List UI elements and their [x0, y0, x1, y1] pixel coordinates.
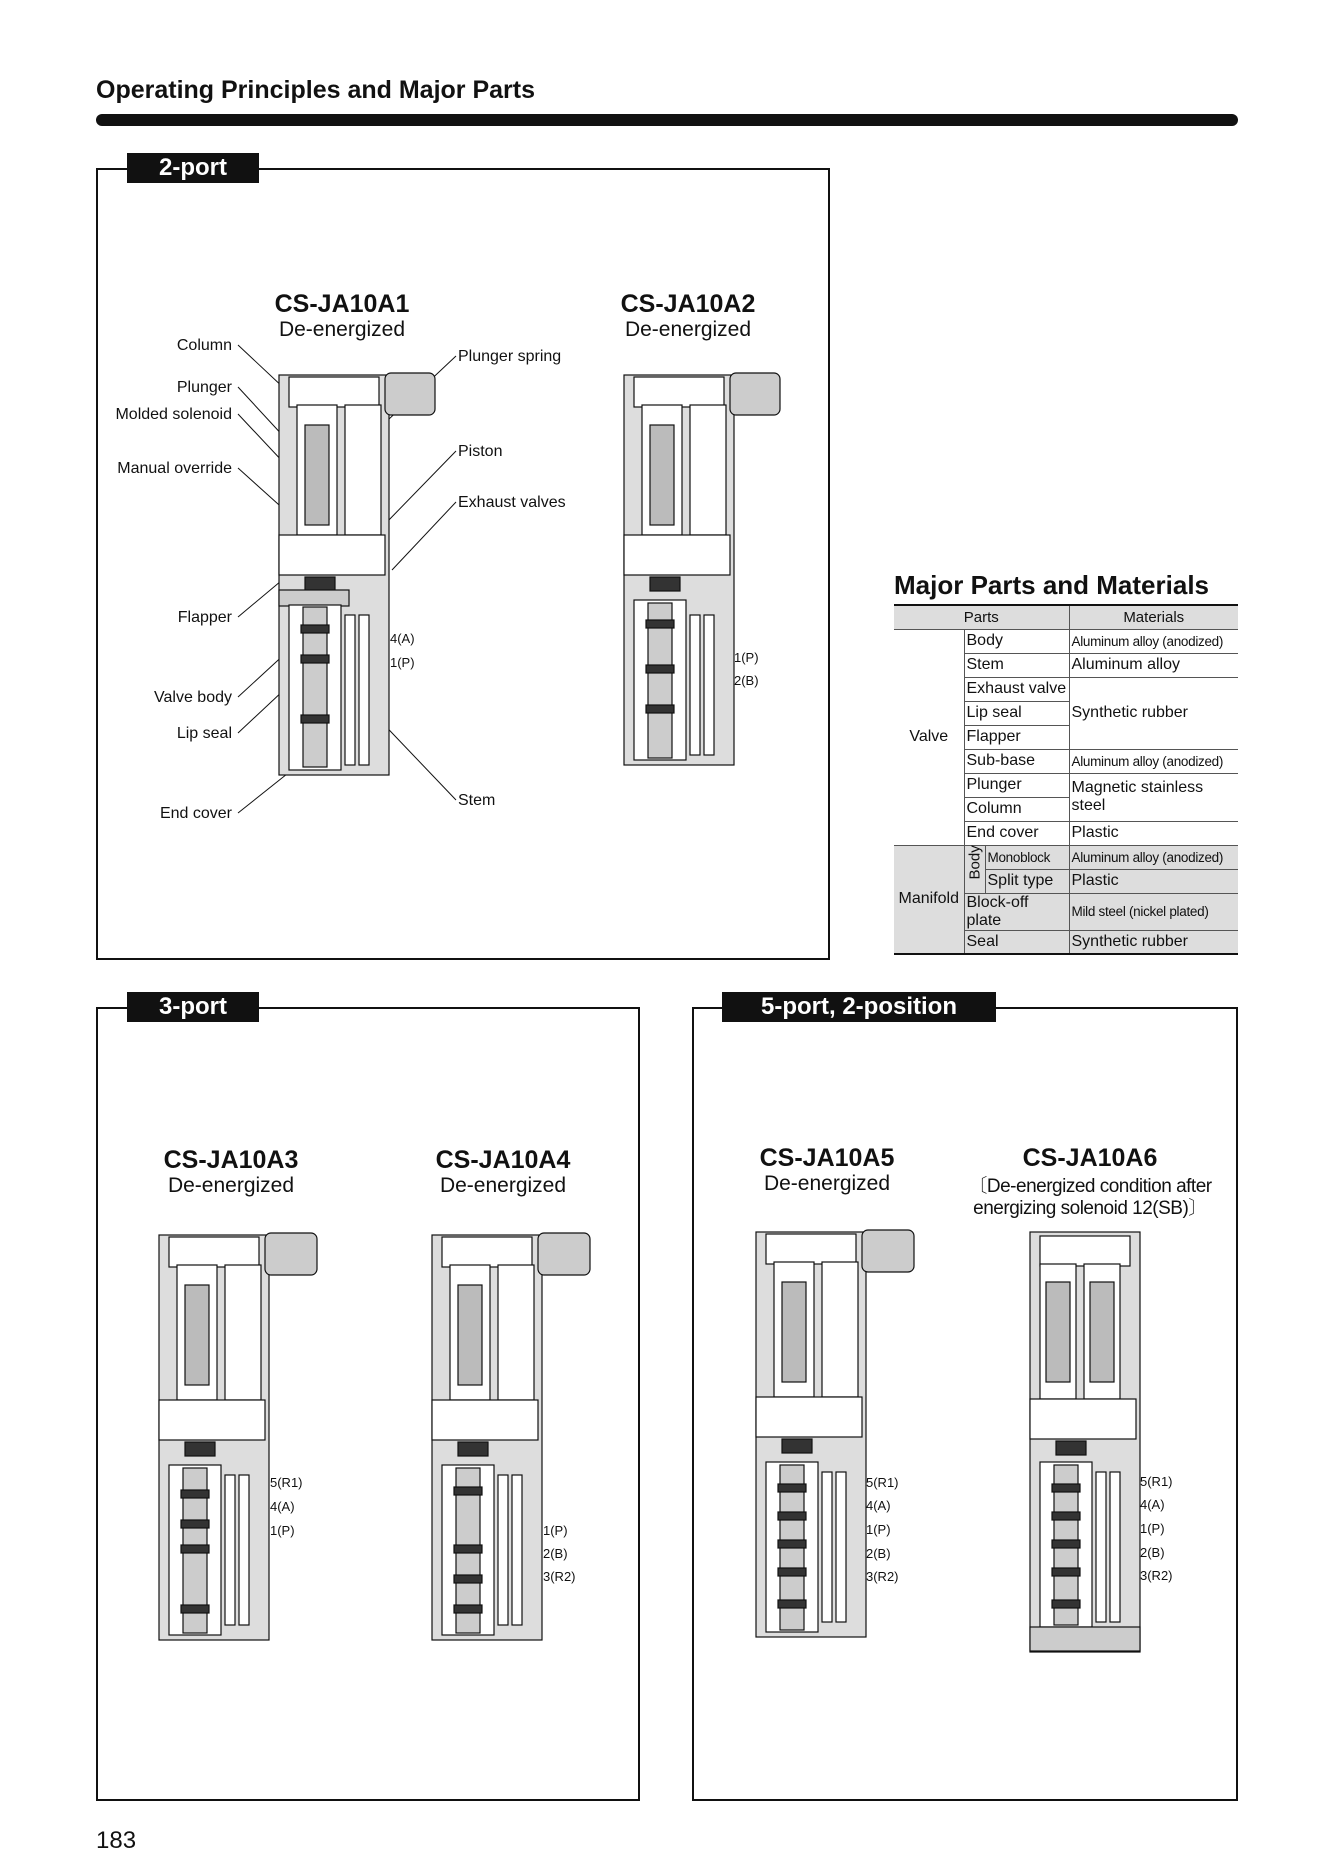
valve-diagram-cs-ja10a6 — [1026, 1222, 1166, 1654]
part-end-cover: End cover — [964, 821, 1069, 845]
port-label: 3(R2) — [1140, 1568, 1173, 1583]
model-cs-ja10a3: CS-JA10A3 — [163, 1146, 299, 1174]
mat-end-cover: Plastic — [1069, 821, 1238, 845]
group-manifold: Manifold — [894, 845, 964, 954]
mat-block-off-plate: Mild steel (nickel plated) — [1069, 893, 1238, 930]
model-cs-ja10a6: CS-JA10A6 — [1022, 1144, 1158, 1172]
callout-manual-override: Manual override — [117, 460, 232, 477]
callout-column: Column — [176, 337, 232, 354]
port-label: 1(P) — [866, 1522, 891, 1537]
port-label: 5(R1) — [866, 1475, 899, 1490]
port-label: 4(A) — [390, 631, 415, 646]
three-port-tab: 3-port — [127, 992, 259, 1022]
port-label: 4(A) — [270, 1499, 295, 1514]
mat-stem: Aluminum alloy — [1069, 653, 1238, 677]
callout-stem: Stem — [458, 792, 496, 809]
manifold-body-label: Body — [966, 844, 983, 879]
port-label: 2(B) — [866, 1546, 891, 1561]
callout-end-cover: End cover — [159, 805, 232, 822]
callout-exhaust-valves: Exhaust valves — [458, 494, 566, 511]
state-cs-ja10a4: De-energized — [439, 1174, 567, 1197]
mat-split-type: Plastic — [1069, 869, 1238, 893]
port-label: 3(R2) — [543, 1569, 576, 1584]
port-label: 4(A) — [1140, 1497, 1165, 1512]
valve-diagram-cs-ja10a3 — [155, 1225, 325, 1645]
port-label: 1(P) — [543, 1523, 568, 1538]
port-label: 2(B) — [1140, 1545, 1165, 1560]
part-monoblock: Monoblock — [985, 845, 1069, 869]
valve-diagram-cs-ja10a1 — [275, 355, 435, 780]
state-cs-ja10a6-line2: energizing solenoid 12(SB)〕 — [973, 1198, 1207, 1219]
two-port-tab: 2-port — [127, 153, 259, 183]
port-label: 5(R1) — [1140, 1474, 1173, 1489]
page-title: Operating Principles and Major Parts — [96, 76, 536, 104]
mat-body: Aluminum alloy (anodized) — [1069, 629, 1238, 653]
mat-seal: Synthetic rubber — [1069, 930, 1238, 954]
mat-magnetic-stainless-steel: Magnetic stainless steel — [1069, 773, 1238, 821]
port-label: 4(A) — [866, 1498, 891, 1513]
part-sub-base: Sub-base — [964, 749, 1069, 773]
part-exhaust-valve: Exhaust valve — [964, 677, 1069, 701]
valve-diagram-cs-ja10a2 — [620, 355, 780, 770]
manifold-body-cell — [964, 845, 985, 893]
part-flapper: Flapper — [964, 725, 1069, 749]
group-valve: Valve — [894, 629, 964, 845]
port-label: 1(P) — [1140, 1521, 1165, 1536]
part-lip-seal: Lip seal — [964, 701, 1069, 725]
page-number: 183 — [96, 1827, 137, 1854]
part-stem: Stem — [964, 653, 1069, 677]
header-parts: Parts — [894, 605, 1069, 629]
part-body: Body — [964, 629, 1069, 653]
callout-plunger-spring: Plunger spring — [458, 348, 562, 365]
part-seal: Seal — [964, 930, 1069, 954]
port-label: 1(P) — [390, 655, 415, 670]
callout-valve-body: Valve body — [154, 689, 232, 706]
callout-piston: Piston — [458, 443, 503, 460]
port-label: 2(B) — [543, 1546, 568, 1561]
model-cs-ja10a4: CS-JA10A4 — [435, 1146, 571, 1174]
header-materials: Materials — [1069, 605, 1238, 629]
state-cs-ja10a1: De-energized — [278, 318, 406, 341]
model-cs-ja10a2: CS-JA10A2 — [620, 290, 756, 318]
port-label: 2(B) — [734, 673, 759, 688]
part-split-type: Split type — [985, 869, 1069, 893]
port-label: 5(R1) — [270, 1475, 303, 1490]
mat-sub-base: Aluminum alloy (anodized) — [1069, 749, 1238, 773]
mat-synthetic-rubber: Synthetic rubber — [1069, 677, 1238, 749]
mat-monoblock: Aluminum alloy (anodized) — [1069, 845, 1238, 869]
part-plunger: Plunger — [964, 773, 1069, 797]
part-block-off-plate: Block-off plate — [964, 893, 1069, 930]
state-cs-ja10a3: De-energized — [167, 1174, 295, 1197]
five-port-tab: 5-port, 2-position — [722, 992, 996, 1022]
materials-title: Major Parts and Materials — [894, 570, 1209, 600]
state-cs-ja10a6-line1: 〔De-energized condition after — [968, 1176, 1212, 1197]
state-cs-ja10a2: De-energized — [624, 318, 752, 341]
part-column: Column — [964, 797, 1069, 821]
port-label: 1(P) — [734, 650, 759, 665]
model-cs-ja10a1: CS-JA10A1 — [274, 290, 410, 318]
port-label: 3(R2) — [866, 1569, 899, 1584]
callout-lip-seal: Lip seal — [176, 725, 232, 742]
materials-table — [894, 604, 1238, 955]
model-cs-ja10a5: CS-JA10A5 — [759, 1144, 895, 1172]
callout-flapper: Flapper — [177, 609, 232, 626]
callout-plunger: Plunger — [176, 379, 232, 396]
callout-molded-solenoid: Molded solenoid — [115, 406, 232, 423]
port-label: 1(P) — [270, 1523, 295, 1538]
state-cs-ja10a5: De-energized — [763, 1172, 891, 1195]
